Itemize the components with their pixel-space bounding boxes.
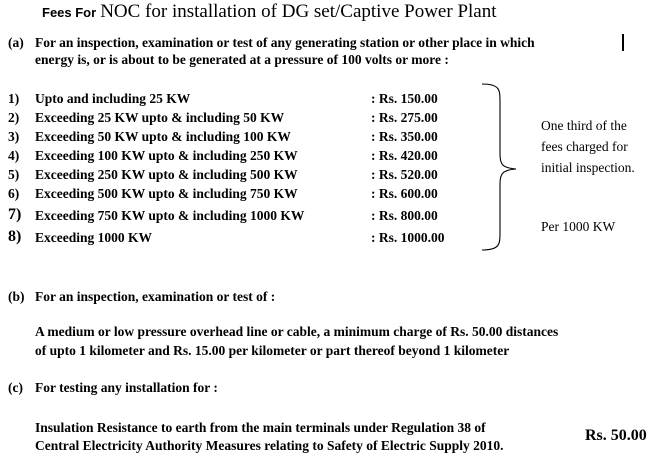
fee-item-desc: Exceeding 1000 KW (35, 230, 152, 245)
fee-item-num: 4) (8, 148, 20, 163)
page-title (42, 1, 497, 23)
section-a-line2: energy is, or is about to be generated at a pressure of 100 volts or more : (35, 52, 449, 67)
fee-item-amount: : Rs. 150.00 (371, 91, 438, 106)
section-c-line1: Insulation Resistance to earth from the main terminals under Regulation 38 of (35, 420, 486, 435)
fee-item-num: 8) (8, 228, 22, 245)
fee-item-num: 3) (8, 129, 20, 144)
section-b-marker: (b) (8, 289, 25, 304)
section-c-fee: Rs. 50.00 (585, 427, 647, 444)
fee-item-amount: : Rs. 275.00 (371, 110, 438, 125)
section-a-marker: (a) (8, 35, 24, 50)
fee-item-desc: Exceeding 750 KW upto & including 1000 KW (35, 208, 305, 223)
fee-item-desc: Upto and including 25 KW (35, 91, 191, 106)
fee-item-num: 2) (8, 110, 20, 125)
note-line-2: fees charged for (541, 139, 628, 154)
title-prefix: Fees For (42, 5, 97, 20)
fee-item-amount: : Rs. 420.00 (371, 148, 438, 163)
title-main: NOC for installation of DG set/Captive Power Plant (100, 1, 497, 22)
fee-item-desc: Exceeding 250 KW upto & including 500 KW (35, 167, 298, 182)
fee-item-num: 7) (8, 206, 22, 223)
fee-item-desc: Exceeding 50 KW upto & including 100 KW (35, 129, 291, 144)
section-b-line2: of upto 1 kilometer and Rs. 15.00 per kilometer or part thereof beyond 1 kilometer (35, 343, 510, 358)
curly-brace (478, 82, 538, 252)
note-line-1: One third of the (541, 118, 627, 133)
fee-item-amount: : Rs. 800.00 (371, 208, 438, 223)
fee-item-num: 5) (8, 167, 20, 182)
note-line-3: initial inspection. (541, 160, 635, 175)
fee-item-num: 1) (8, 91, 20, 106)
fee-item-amount: : Rs. 1000.00 (371, 230, 445, 245)
fee-item-amount: : Rs. 350.00 (371, 129, 438, 144)
section-b-heading: For an inspection, examination or test of : (35, 289, 276, 304)
fee-item-desc: Exceeding 100 KW upto & including 250 KW (35, 148, 298, 163)
fee-item-desc: Exceeding 25 KW upto & including 50 KW (35, 110, 285, 125)
section-c-heading: For testing any installation for : (35, 380, 218, 395)
fee-item-num: 6) (8, 186, 20, 201)
fee-item-amount: : Rs. 600.00 (371, 186, 438, 201)
section-c-line2: Central Electricity Authority Measures relating to Safety of Electric Supply 2010. (35, 438, 504, 453)
text-cursor (622, 34, 624, 51)
fee-item-amount: : Rs. 520.00 (371, 167, 438, 182)
section-c-marker: (c) (8, 380, 23, 395)
section-a-line1: For an inspection, examination or test of any generating station or other place in which (35, 35, 535, 50)
fee-item-desc: Exceeding 500 KW upto & including 750 KW (35, 186, 298, 201)
per-note: Per 1000 KW (541, 219, 616, 234)
section-b-line1: A medium or low pressure overhead line or cable, a minimum charge of Rs. 50.00 distances (35, 324, 559, 339)
